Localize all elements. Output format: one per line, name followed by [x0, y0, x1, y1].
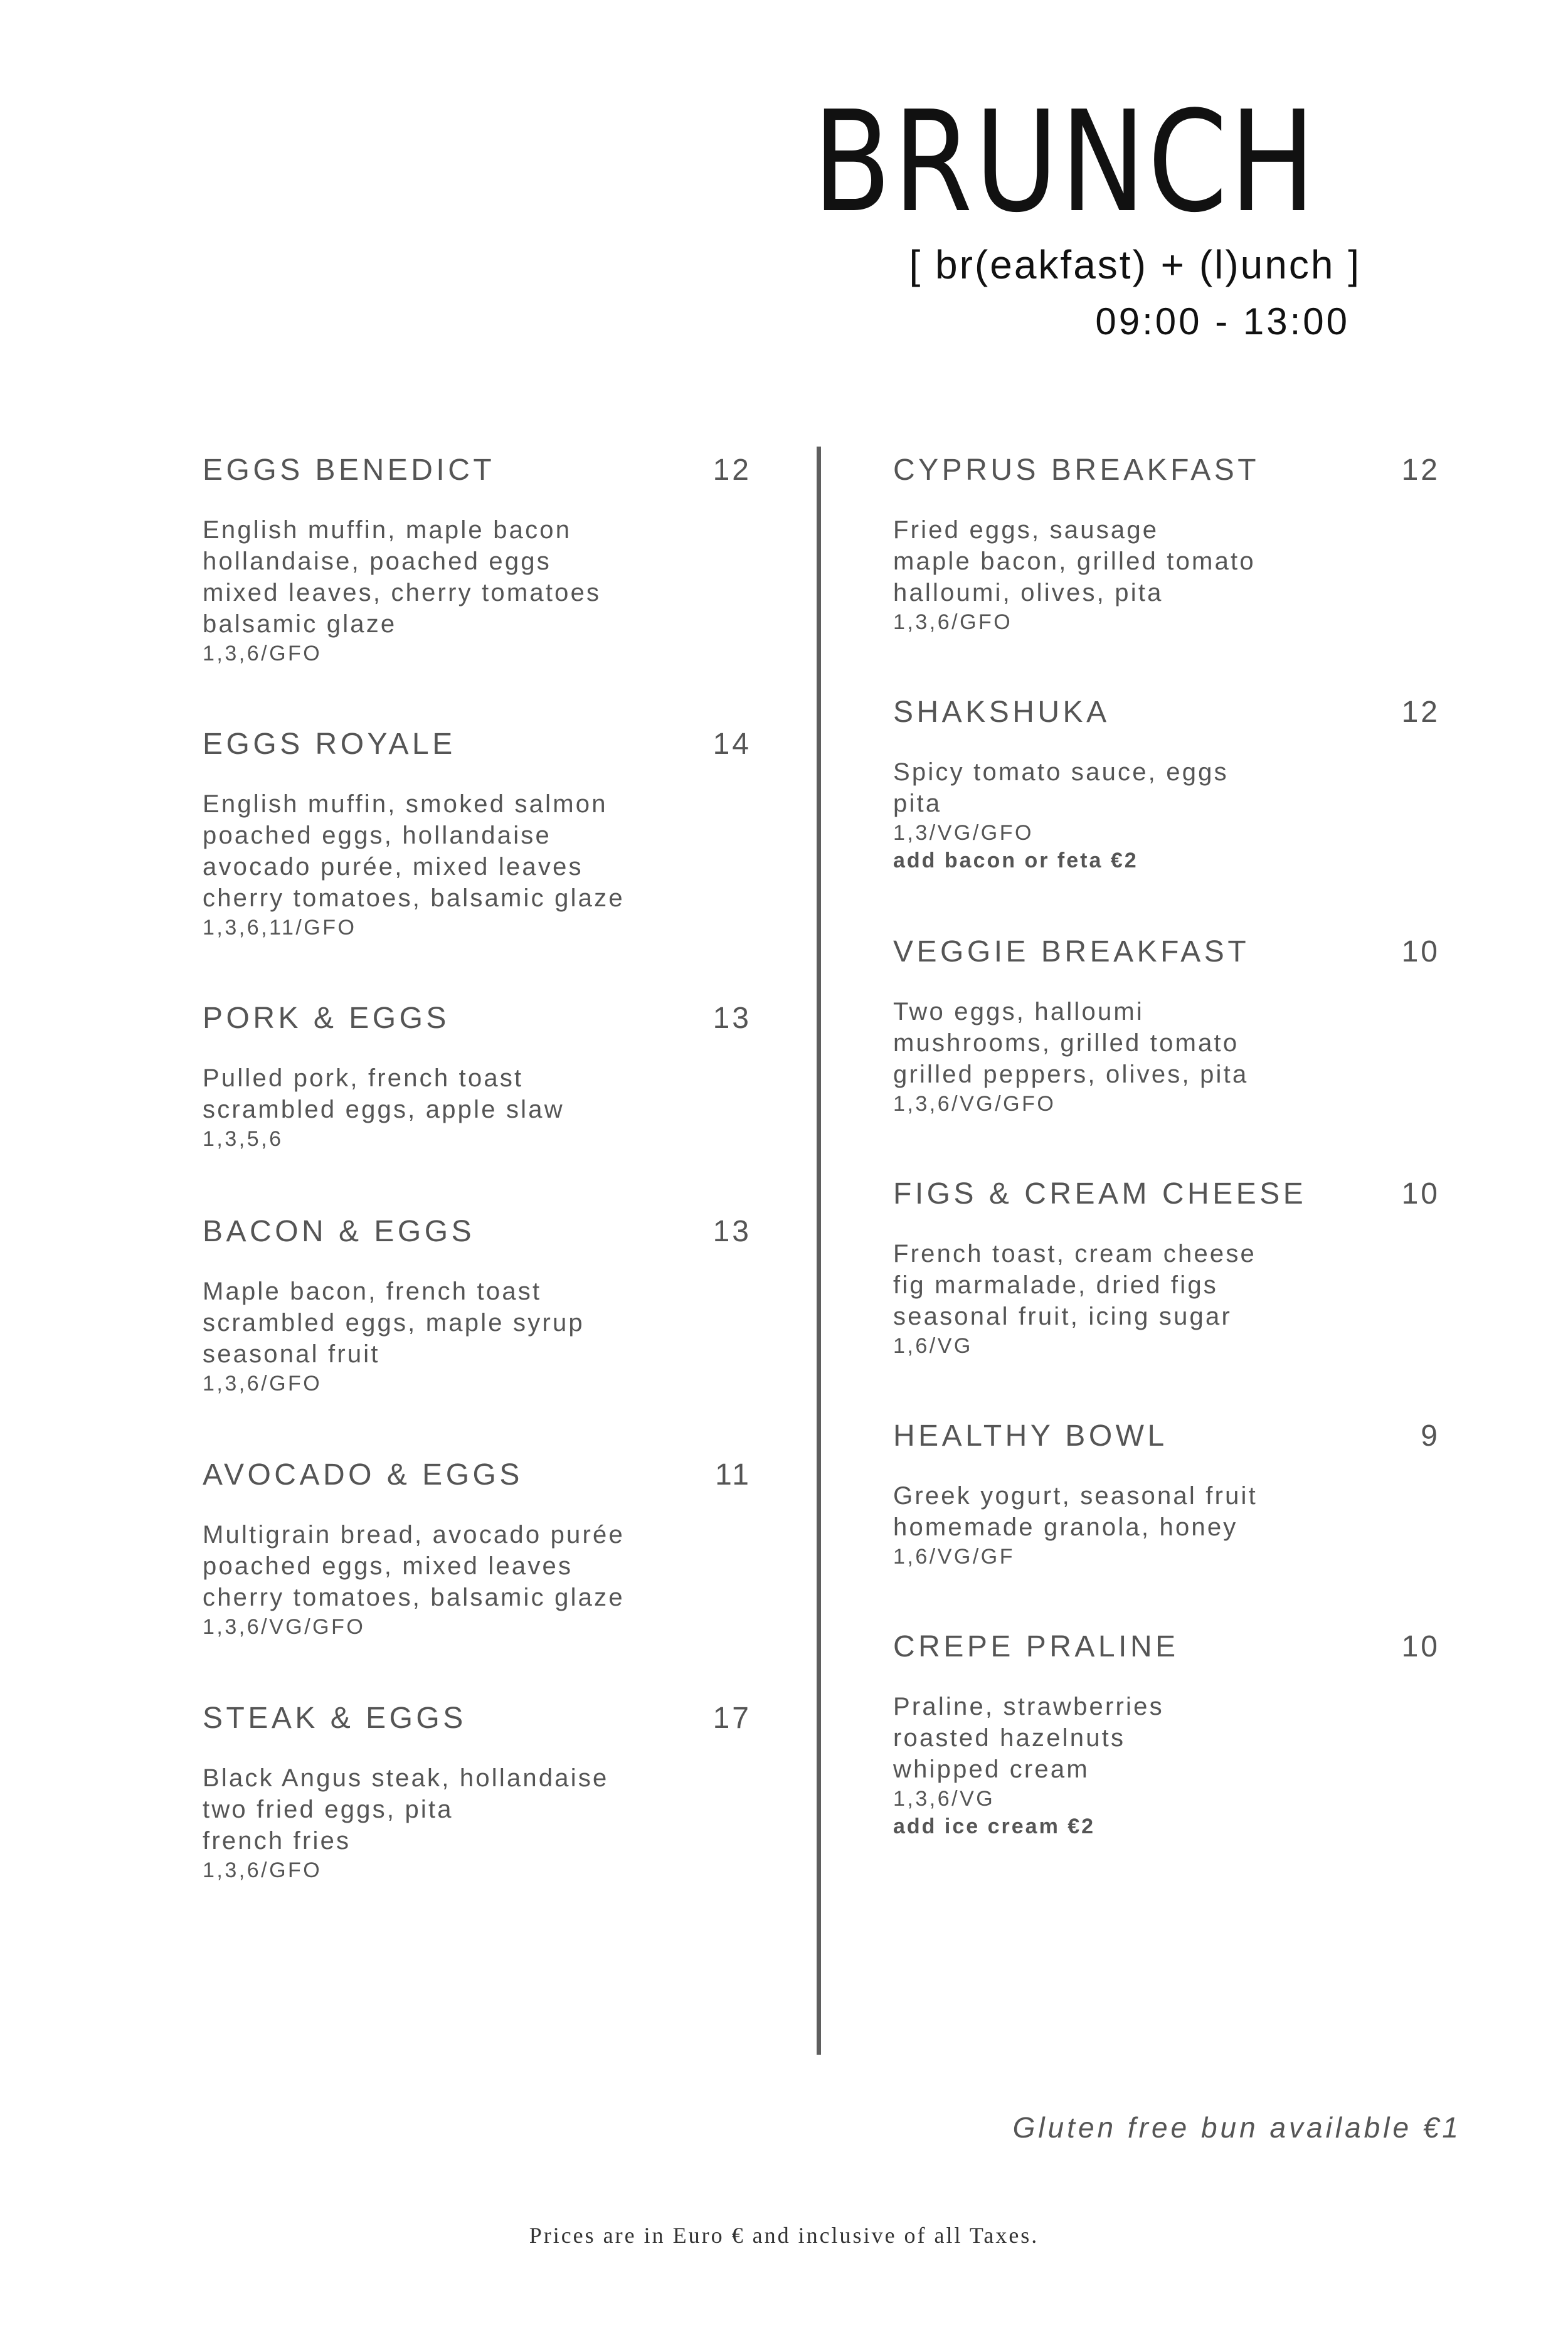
item-description-line: poached eggs, hollandaise — [203, 822, 551, 849]
menu-item — [893, 1629, 1440, 1870]
item-description — [203, 514, 751, 640]
item-name: CREPE PRALINE — [893, 1630, 1179, 1663]
item-description-line: hollandaise, poached eggs — [203, 548, 551, 575]
allergen-codes: 1,3/VG/GFO — [893, 821, 1034, 845]
item-description — [893, 1238, 1440, 1332]
item-description — [893, 514, 1440, 608]
item-description — [893, 996, 1440, 1090]
item-description-line: Pulled pork, french toast — [203, 1064, 524, 1092]
item-price: 12 — [1401, 696, 1440, 729]
item-description-line: halloumi, olives, pita — [893, 579, 1163, 607]
item-description-line: scrambled eggs, apple slaw — [203, 1096, 564, 1123]
menu-item — [203, 1214, 751, 1458]
item-description-line: Greek yogurt, seasonal fruit — [893, 1482, 1258, 1510]
column-divider — [817, 447, 821, 2055]
item-description-line: balsamic glaze — [203, 610, 397, 638]
item-name: VEGGIE BREAKFAST — [893, 935, 1250, 968]
item-price: 11 — [715, 1458, 751, 1491]
item-description-line: cherry tomatoes, balsamic glaze — [203, 884, 625, 912]
item-description-line: Spicy tomato sauce, eggs — [893, 758, 1229, 786]
item-description — [893, 1480, 1440, 1543]
item-description-line: fig marmalade, dried figs — [893, 1271, 1218, 1299]
menu-title: BRUNCH — [813, 82, 1318, 243]
item-description-line: English muffin, maple bacon — [203, 516, 572, 544]
allergen-codes: 1,3,6/VG/GFO — [203, 1615, 366, 1639]
allergen-codes: 1,3,6/GFO — [203, 642, 322, 665]
allergen-codes: 1,3,6/GFO — [203, 1858, 322, 1882]
price-disclaimer: Prices are in Euro € and inclusive of all Taxes. — [529, 2223, 1039, 2248]
menu-item — [893, 453, 1440, 695]
item-description — [203, 1062, 751, 1125]
item-name: SHAKSHUKA — [893, 696, 1110, 729]
item-name: EGGS BENEDICT — [203, 453, 495, 487]
item-description-line: homemade granola, honey — [893, 1513, 1238, 1541]
item-price: 13 — [712, 1002, 751, 1035]
item-description-line: Maple bacon, french toast — [203, 1278, 542, 1305]
item-description-line: pita — [893, 790, 942, 817]
item-description-line: English muffin, smoked salmon — [203, 790, 608, 818]
item-price: 13 — [712, 1215, 751, 1248]
allergen-codes: 1,3,6/GFO — [203, 1372, 322, 1396]
item-add-on: add ice cream €2 — [893, 1814, 1096, 1838]
item-description — [893, 756, 1440, 819]
allergen-codes: 1,3,6/VG — [893, 1787, 995, 1811]
menu-item — [203, 1001, 751, 1214]
item-description-line: seasonal fruit — [203, 1340, 380, 1368]
item-name: EGGS ROYALE — [203, 728, 456, 761]
item-price: 17 — [712, 1702, 751, 1735]
allergen-codes: 1,3,6/VG/GFO — [893, 1092, 1056, 1116]
menu-item — [203, 453, 751, 727]
menu-column-left — [203, 453, 751, 1975]
item-description-line: french fries — [203, 1827, 351, 1855]
menu-column-right — [893, 453, 1440, 1870]
item-price: 9 — [1421, 1419, 1440, 1453]
menu-item — [203, 727, 751, 1001]
item-description-line: Black Angus steak, hollandaise — [203, 1764, 609, 1792]
allergen-codes: 1,3,6/GFO — [893, 610, 1013, 634]
menu-item — [203, 1701, 751, 1975]
item-name: HEALTHY BOWL — [893, 1419, 1168, 1453]
item-description — [203, 1519, 751, 1613]
item-description-line: two fried eggs, pita — [203, 1796, 453, 1823]
item-name: PORK & EGGS — [203, 1002, 450, 1035]
item-description-line: cherry tomatoes, balsamic glaze — [203, 1584, 625, 1611]
item-description-line: scrambled eggs, maple syrup — [203, 1309, 585, 1337]
item-price: 12 — [712, 453, 751, 487]
item-price: 14 — [712, 728, 751, 761]
menu-subtitle: [ br(eakfast) + (l)unch ] — [909, 242, 1361, 287]
item-name: BACON & EGGS — [203, 1215, 475, 1248]
menu-item — [893, 1419, 1440, 1629]
item-description-line: mushrooms, grilled tomato — [893, 1029, 1239, 1057]
item-description-line: maple bacon, grilled tomato — [893, 548, 1256, 575]
item-description-line: French toast, cream cheese — [893, 1240, 1256, 1268]
item-description-line: mixed leaves, cherry tomatoes — [203, 579, 601, 607]
allergen-codes: 1,6/VG/GF — [893, 1545, 1015, 1569]
item-name: CYPRUS BREAKFAST — [893, 453, 1260, 487]
item-description-line: Praline, strawberries — [893, 1693, 1164, 1720]
item-name: AVOCADO & EGGS — [203, 1458, 523, 1491]
item-price: 10 — [1401, 1177, 1440, 1210]
menu-item — [893, 695, 1440, 935]
item-description-line: roasted hazelnuts — [893, 1724, 1126, 1752]
gluten-free-note: Gluten free bun available €1 — [1012, 2111, 1461, 2144]
item-description-line: Multigrain bread, avocado purée — [203, 1521, 625, 1549]
allergen-codes: 1,3,5,6 — [203, 1127, 283, 1151]
item-description — [203, 1762, 751, 1857]
item-description-line: poached eggs, mixed leaves — [203, 1552, 573, 1580]
item-description — [893, 1691, 1440, 1785]
menu-item — [893, 935, 1440, 1177]
item-description — [203, 788, 751, 914]
menu-item — [893, 1177, 1440, 1419]
item-name: FIGS & CREAM CHEESE — [893, 1177, 1307, 1210]
item-description-line: whipped cream — [893, 1756, 1089, 1783]
item-add-on: add bacon or feta €2 — [893, 849, 1138, 872]
item-description — [203, 1276, 751, 1370]
allergen-codes: 1,3,6,11/GFO — [203, 916, 357, 940]
item-description-line: seasonal fruit, icing sugar — [893, 1303, 1232, 1330]
allergen-codes: 1,6/VG — [893, 1334, 973, 1358]
item-description-line: Two eggs, halloumi — [893, 998, 1145, 1025]
item-description-line: avocado purée, mixed leaves — [203, 853, 583, 881]
item-description-line: grilled peppers, olives, pita — [893, 1061, 1249, 1088]
item-name: STEAK & EGGS — [203, 1702, 467, 1735]
item-price: 10 — [1401, 935, 1440, 968]
item-description-line: Fried eggs, sausage — [893, 516, 1159, 544]
serving-hours: 09:00 - 13:00 — [1095, 300, 1350, 342]
item-price: 10 — [1401, 1630, 1440, 1663]
menu-item — [203, 1458, 751, 1701]
item-price: 12 — [1401, 453, 1440, 487]
